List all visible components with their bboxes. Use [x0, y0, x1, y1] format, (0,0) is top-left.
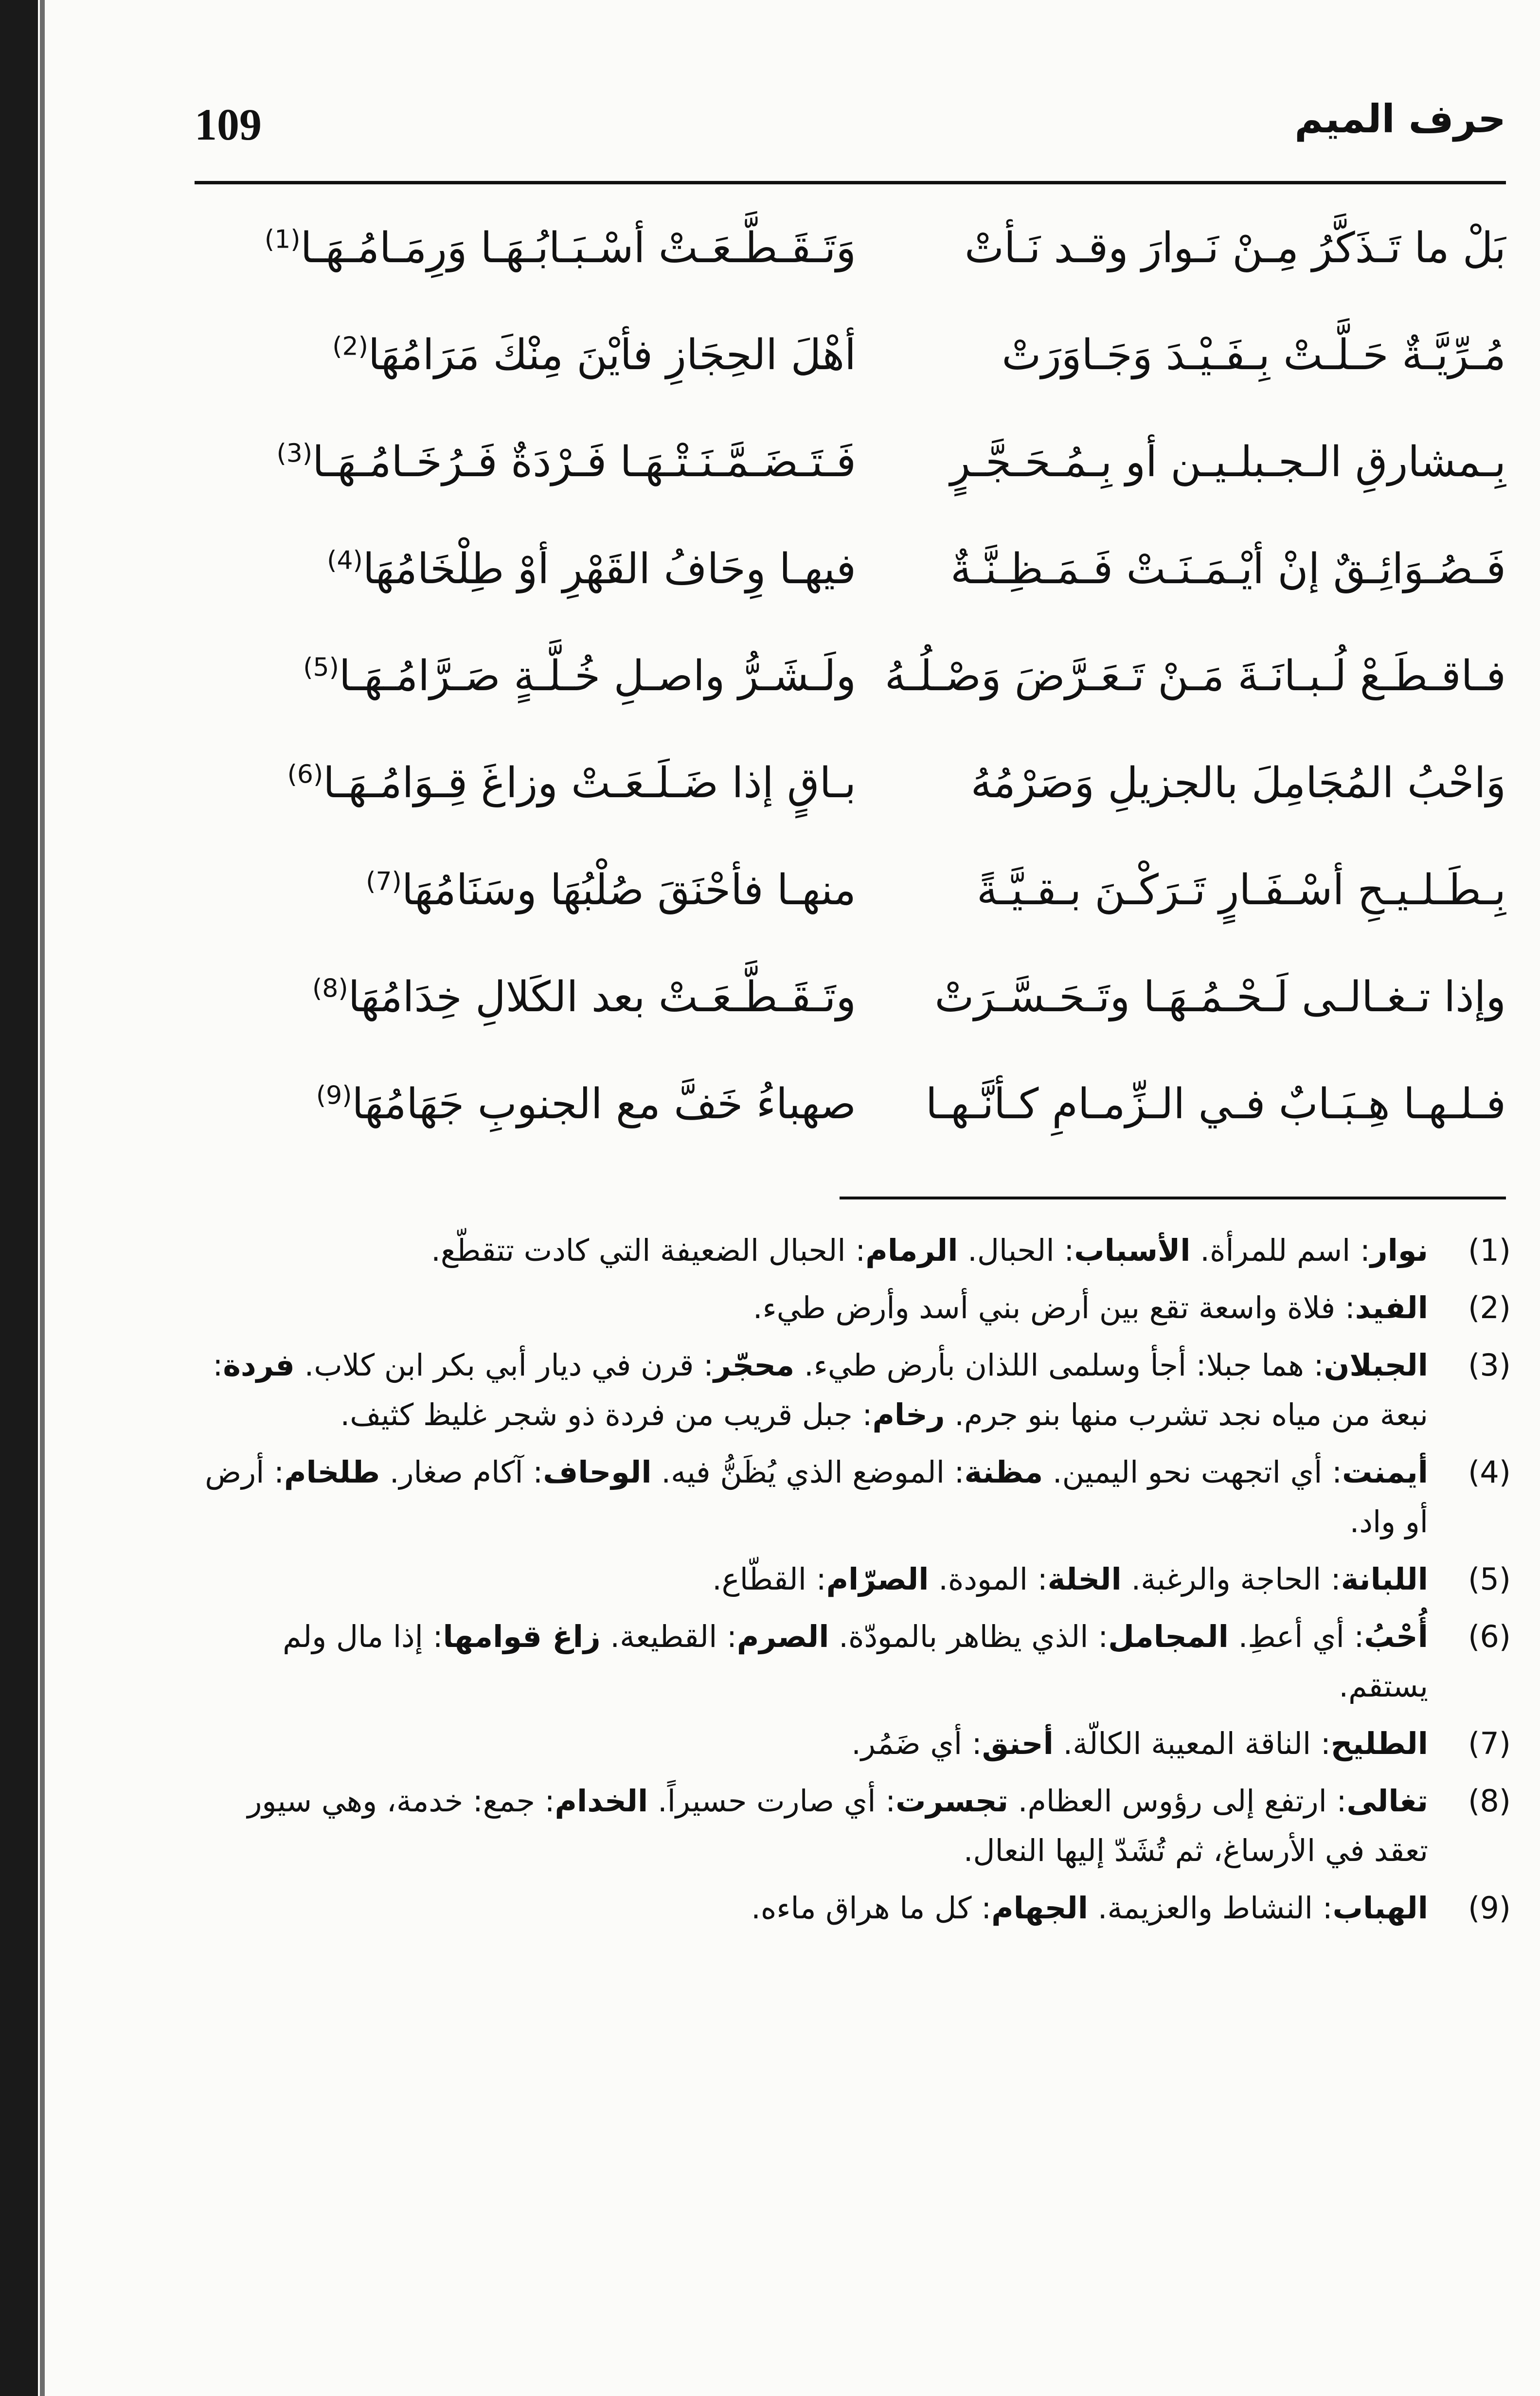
verse-first-hemistich: مُـرِّيَّـةٌ حَـلَّـتْ بِـفَـيْـدَ وَجَـاوَرَتْ [1002, 331, 1506, 379]
verse-first-hemistich: بِـمشارقِ الـجـبلـيـن أو بِـمُـحَـجَّـرٍ [950, 438, 1506, 486]
footnote-reference[interactable]: (7) [366, 867, 402, 896]
verse-second-hemistich [195, 1080, 856, 1128]
footnote-number: (1) [1468, 1233, 1511, 1268]
footnote-number: (3) [1468, 1347, 1511, 1383]
verse-second-hemistich-text: أهْلَ الحِجَازِ فأيْنَ مِنْكَ مَرَامُهَا [368, 331, 856, 379]
verse-line [195, 418, 1506, 525]
footnote-term: تجسرت [895, 1783, 1009, 1819]
footnote-number: (9) [1468, 1890, 1511, 1926]
footnote [195, 1448, 1511, 1547]
verse-first-hemistich: وَاحْبُ المُجَامِلَ بالجزيلِ وَصَرْمُهُ [970, 759, 1506, 807]
verse-second-hemistich [195, 331, 856, 379]
footnote-term: الخلة [1047, 1561, 1122, 1597]
footnote-definition: : فلاة واسعة تقع بين أرض بني أسد وأرض طيء. [752, 1290, 1355, 1325]
footnote-definition: : الذي يظاهر بالمودّة. [829, 1619, 1109, 1654]
footnote-number: (2) [1468, 1290, 1511, 1325]
verse-line [195, 1060, 1506, 1167]
verse-line [195, 632, 1506, 739]
verse-second-hemistich-text: منهـا فأحْنَقَ صُلْبُهَا وسَنَامُهَا [401, 866, 856, 914]
header-divider [195, 181, 1506, 184]
footnote-definition: : أي أعطِ. [1228, 1619, 1364, 1654]
verse-line [195, 846, 1506, 953]
footnote [195, 1776, 1511, 1876]
footnote-reference[interactable]: (6) [287, 760, 323, 789]
verse-second-hemistich-text: وتَـقَـطَّـعَـتْ بعد الكَلالِ خِدَامُهَا [348, 973, 856, 1021]
footnote-definition: : أي اتجهت نحو اليمين. [1043, 1454, 1342, 1490]
footnote-term: تغالى [1346, 1783, 1428, 1819]
footnote-definition: : الناقة المعيبة الكالّة. [1053, 1726, 1331, 1761]
footnote-definition: : النشاط والعزيمة. [1088, 1890, 1333, 1926]
footnote-reference[interactable]: (3) [276, 439, 313, 468]
verse-second-hemistich-text: بـاقٍ إذا ضَـلَـعَـتْ وزاغَ قِـوَامُـهَـا [323, 759, 856, 807]
footnote-divider [840, 1197, 1506, 1199]
verse-line [195, 525, 1506, 632]
footnote-term: محجّر [713, 1347, 795, 1383]
footnote-reference[interactable]: (1) [264, 225, 301, 254]
footnote-term: الهباب [1332, 1890, 1428, 1926]
verse-line [195, 739, 1506, 846]
verse-first-hemistich: بِـطَـلـيـحِ أسْـفَـارٍ تَـرَكْـنَ بـقـيَّـةً [976, 866, 1506, 914]
footnote-definition: : أي صارت حسيراً. [648, 1783, 896, 1819]
footnote-reference[interactable]: (9) [316, 1081, 352, 1110]
footnote-definition: : جمع: خدمة، وهي سيور تعقد في الأرساغ، ثم تُشَدّ إليها النعال. [247, 1783, 1428, 1868]
footnote-definition: : أي ضَمُر. [851, 1726, 982, 1761]
running-header: حرف الميم [1294, 96, 1506, 142]
footnote-term: طلخام [284, 1454, 380, 1490]
verse-second-hemistich [195, 652, 856, 700]
footnote-reference[interactable]: (5) [303, 653, 339, 682]
verse-first-hemistich: بَلْ ما تَـذَكَّرُ مِـنْ نَـوارَ وقـد نَـأتْ [964, 224, 1506, 272]
footnote-term: الأسباب [1074, 1233, 1191, 1268]
footnote-definition: : إذا مال ولم يستقم. [283, 1619, 1428, 1704]
footnote-definition: : نبعة من مياه نجد تشرب منها بنو جرم. [213, 1347, 1428, 1432]
verse-second-hemistich [195, 866, 856, 914]
footnote-definition: : الحبال الضعيفة التي كادت تتقطّع. [431, 1233, 866, 1268]
footnote-definition: : هما جبلا: أجأ وسلمى اللذان بأرض طيء. [794, 1347, 1324, 1383]
poem [195, 204, 1506, 1167]
footnote-number: (7) [1468, 1726, 1511, 1761]
footnote-number: (6) [1468, 1619, 1511, 1654]
footnote-term: الصرم [736, 1619, 829, 1654]
footnote-definition: : ارتفع إلى رؤوس العظام. [1008, 1783, 1347, 1819]
footnote-number: (8) [1468, 1783, 1511, 1819]
verse-second-hemistich-text: فيهـا وِحَافُ القَهْرِ أوْ طِلْخَامُهَا [362, 545, 856, 593]
footnote-definition: : الحاجة والرغبة. [1121, 1561, 1341, 1597]
verse-second-hemistich-text: وَتَـقَـطَّـعَـتْ أسْـبَـابُـهَـا وَرِمَـامُـهَـا [300, 224, 856, 272]
verse-line [195, 311, 1506, 418]
verse-second-hemistich-text: صهباءُ خَفَّ مع الجنوبِ جَهَامُهَا [352, 1080, 856, 1128]
footnote-definition: : القطّاع. [712, 1561, 826, 1597]
footnote-term: زاغ قوامها [443, 1619, 601, 1654]
footnote-definition: : القطيعة. [600, 1619, 737, 1654]
verse-first-hemistich: فَـصُـوَائِـقٌ إنْ أيْـمَـنَـتْ فَـمَـظِـنَّـةٌ [950, 545, 1506, 593]
footnote-reference[interactable]: (2) [332, 332, 368, 361]
footnote-term: أيمنت [1342, 1454, 1428, 1490]
footnote [195, 1883, 1511, 1933]
footnote-definition: : كل ما هراق ماءه. [751, 1890, 992, 1926]
verse-first-hemistich: فـاقـطَـعْ لُـبـانَـةَ مَـنْ تَـعَـرَّضَ وَصْـلُـهُ [884, 652, 1506, 700]
verse-line [195, 204, 1506, 311]
footnote-reference[interactable]: (8) [312, 974, 348, 1003]
footnote-term: أحنق [982, 1726, 1054, 1761]
footnote-definition: : آكام صغار. [380, 1454, 543, 1490]
footnote-definition: : الموضع الذي يُظَنُّ فيه. [651, 1454, 965, 1490]
footnote [195, 1555, 1511, 1604]
footnote [195, 1341, 1511, 1440]
footnote-definition: : المودة. [929, 1561, 1048, 1597]
footnote-definition: : أرض أو واد. [205, 1454, 1428, 1539]
verse-second-hemistich [195, 545, 856, 593]
footnote-term: فردة [223, 1347, 295, 1383]
footnote-number: (5) [1468, 1561, 1511, 1597]
verse-second-hemistich [195, 973, 856, 1021]
footnote-term: الخدام [555, 1783, 648, 1819]
verse-first-hemistich: فـلـهـا هِـبَـابٌ فـي الـزِّمـامِ كـأنَّـهـا [925, 1080, 1506, 1128]
footnote-term: الصرّام [826, 1561, 929, 1597]
footnote-term: رخام [872, 1397, 945, 1432]
verse-first-hemistich: وإذا تـغـالـى لَـحْـمُـهَـا وتَـحَـسَّـرَتْ [934, 973, 1506, 1021]
footnote-term: الوحاف [543, 1454, 652, 1490]
verse-second-hemistich [195, 438, 856, 486]
footnote-term: الفيد [1355, 1290, 1428, 1325]
footnote [195, 1226, 1511, 1275]
footnote-term: الجبلان [1324, 1347, 1428, 1383]
footnote-term: أُحْبُ [1364, 1619, 1428, 1654]
verse-second-hemistich-text: ولَـشَـرُّ واصـلِ خُـلَّـةٍ صَـرَّامُـهَـا [339, 652, 856, 700]
footnote-term: الرمام [865, 1233, 958, 1268]
footnote-term: مظنة [964, 1454, 1043, 1490]
footnote-definition: : جبل قريب من فردة ذو شجر غليظ كثيف. [340, 1397, 873, 1432]
footnote-definition: : الحبال. [958, 1233, 1074, 1268]
footnote-term: اللبانة [1341, 1561, 1428, 1597]
footnote-number: (4) [1468, 1454, 1511, 1490]
page-number: 109 [195, 100, 262, 149]
footnotes [195, 1226, 1511, 1941]
book-binding-edge [0, 0, 38, 2396]
verse-second-hemistich [195, 759, 856, 807]
footnote-term: نوار [1370, 1233, 1428, 1268]
footnote [195, 1719, 1511, 1769]
footnote-term: المجامل [1108, 1619, 1229, 1654]
footnote-reference[interactable]: (4) [327, 546, 363, 575]
footnote-term: الطليح [1330, 1726, 1428, 1761]
footnote [195, 1612, 1511, 1711]
footnote-definition: : قرن في ديار أبي بكر ابن كلاب. [294, 1347, 714, 1383]
footnote-term: الجهام [991, 1890, 1089, 1926]
verse-second-hemistich [195, 224, 856, 272]
verse-line [195, 953, 1506, 1060]
footnote [195, 1283, 1511, 1333]
footnote-definition: : اسم للمرأة. [1190, 1233, 1370, 1268]
verse-second-hemistich-text: فَـتَـضَـمَّـنَـتْـهَـا فَـرْدَةٌ فَـرُخَـامُـهَـا [312, 438, 856, 486]
